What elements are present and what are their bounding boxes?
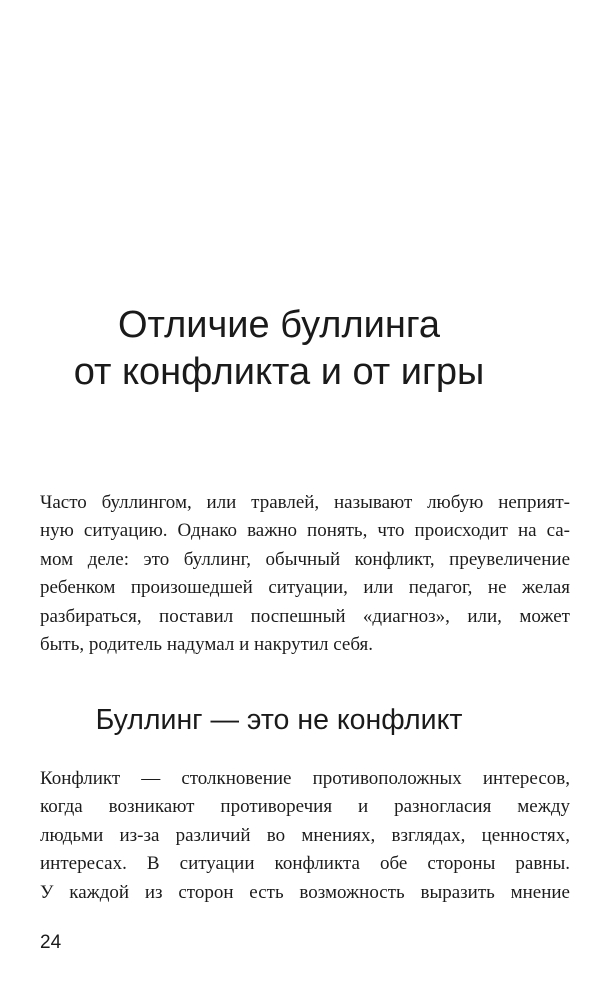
text-line: людьми из-за различий во мнениях, взглядах, ценностях, bbox=[40, 824, 570, 846]
chapter-title-line: от конфликта и от игры bbox=[73, 351, 485, 393]
text-line: Часто буллингом, или травлей, называют любую неприят- bbox=[40, 492, 570, 513]
chapter-title bbox=[0, 302, 558, 396]
text-line: быть, родитель надумал и накрутил себя. bbox=[40, 633, 374, 655]
text-line: У каждой из сторон есть возможность выразить мнение bbox=[40, 881, 570, 903]
text-line: когда возникают противоречия и разногласия между bbox=[40, 796, 570, 818]
intro-paragraph bbox=[40, 489, 570, 659]
section-heading: Буллинг — это не конфликт bbox=[95, 704, 463, 736]
text-line: Конфликт — столкновение противоположных интересов, bbox=[40, 768, 570, 789]
text-line: ную ситуацию. Однако важно понять, что происходит на са- bbox=[40, 520, 570, 542]
text-line: интересах. В ситуации конфликта обе стороны равны. bbox=[40, 853, 570, 875]
text-line: ребенком произошедшей ситуации, или педагог, не желая bbox=[40, 577, 570, 599]
page-number: 24 bbox=[40, 932, 62, 953]
text-line: мом деле: это буллинг, обычный конфликт, преувеличение bbox=[40, 548, 570, 570]
section-paragraph bbox=[40, 765, 570, 907]
text-line: разбираться, поставил поспешный «диагноз», или, может bbox=[40, 605, 570, 627]
chapter-title-line: Отличие буллинга bbox=[117, 304, 441, 346]
